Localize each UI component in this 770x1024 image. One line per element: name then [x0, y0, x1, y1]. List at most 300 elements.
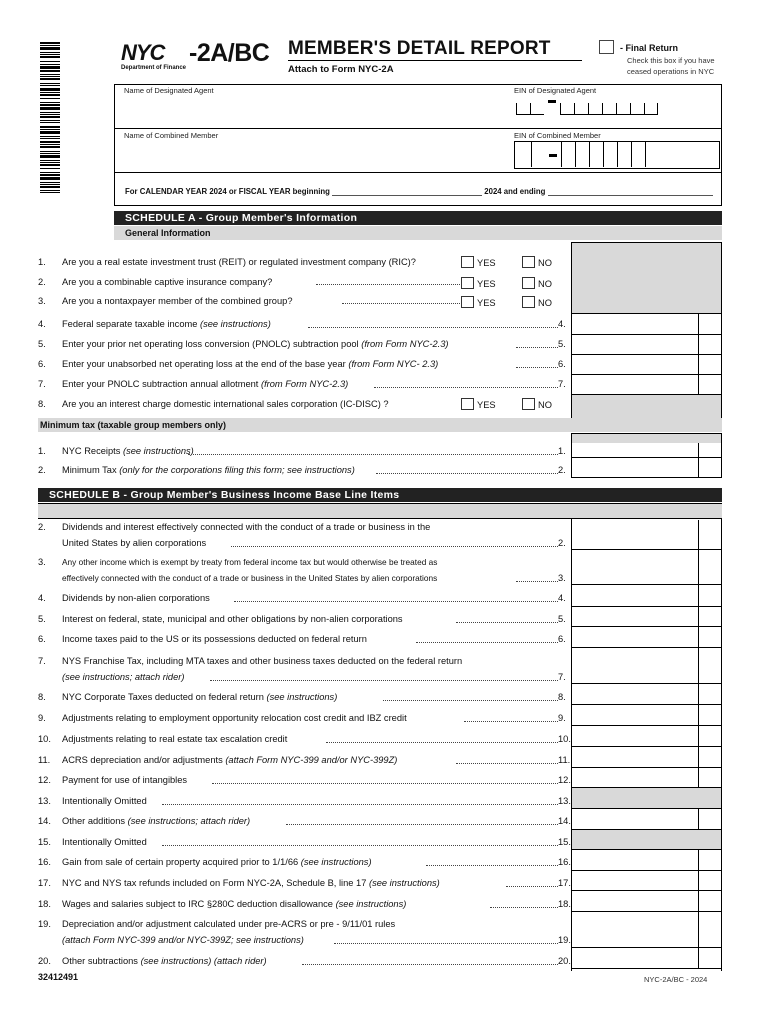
form-line — [38, 857, 570, 869]
barcode-bar — [40, 88, 60, 91]
line-text — [62, 359, 438, 369]
amount-row-divider — [571, 725, 722, 726]
line-text — [62, 878, 440, 888]
form-line — [38, 379, 570, 391]
line-text-cont: (see instructions; attach rider) — [62, 672, 185, 682]
line-note: (from Form NYC- 2.3) — [348, 359, 439, 369]
nyc-logo: NYC — [121, 40, 165, 65]
line-text: Are you a nontaxpayer member of the combined group? — [62, 296, 293, 306]
line-number: 3. — [38, 296, 46, 306]
q3-yes[interactable] — [461, 296, 496, 308]
line-label: Other subtractions — [62, 956, 138, 966]
line-number: 2. — [38, 522, 46, 532]
line-number: 7. — [38, 379, 46, 389]
barcode-bar — [40, 120, 60, 121]
shaded-area — [572, 788, 721, 808]
amount-row-divider — [571, 606, 722, 607]
barcode-bar — [40, 174, 60, 176]
line-text-cont: effectively connected with the conduct of a trade or business in the United States by alien corporations — [62, 573, 438, 583]
line-text — [62, 339, 449, 349]
line-note: (see instructions) — [200, 319, 271, 329]
form-line — [38, 919, 570, 947]
tax-year-mid: 2024 and ending — [484, 187, 546, 196]
yes-checkbox[interactable] — [461, 277, 474, 289]
line-ref: 14. — [558, 816, 571, 826]
form-line — [38, 734, 570, 746]
line-note: (only for the corporations filing this form; see instructions) — [119, 465, 355, 475]
final-return-checkbox[interactable] — [599, 40, 614, 54]
line-text — [62, 557, 437, 567]
leader-dots — [342, 303, 460, 304]
no-label: NO — [538, 298, 552, 308]
amount-field[interactable] — [572, 353, 721, 372]
tax-year-prefix: For CALENDAR YEAR 2024 or FISCAL YEAR beginning — [125, 187, 330, 196]
barcode-bar — [40, 153, 60, 154]
line-label: NYC Receipts — [62, 446, 121, 456]
amount-row-divider — [571, 584, 722, 585]
amount-row-divider — [571, 647, 722, 648]
line-ref: 7. — [558, 379, 566, 389]
line-text — [62, 816, 250, 826]
line-note: (see instructions) — [300, 857, 372, 867]
period-end-field[interactable] — [548, 187, 713, 196]
line-note: (see instructions) (attach rider) — [140, 956, 267, 966]
leader-dots — [464, 721, 558, 722]
leader-dots — [162, 804, 558, 805]
leader-dots — [516, 367, 558, 368]
yes-label: YES — [477, 258, 496, 268]
leader-dots — [302, 964, 558, 965]
line-number: 9. — [38, 713, 46, 723]
barcode-bar — [40, 138, 60, 139]
barcode-bar — [40, 74, 60, 75]
line-label: Other additions — [62, 816, 126, 826]
line-ref: 2. — [558, 538, 566, 548]
form-line — [38, 465, 570, 477]
form-line — [38, 692, 570, 704]
line-text — [62, 956, 267, 966]
line-text — [62, 522, 430, 532]
line-text-cont: (attach Form NYC-399 and/or NYC-399Z; see instructions) — [62, 935, 304, 945]
line-text: Are you a combinable captive insurance company? — [62, 277, 273, 287]
line-ref: 12. — [558, 775, 571, 785]
amount-field[interactable] — [572, 313, 721, 332]
line-text: Are you an interest charge domestic international sales corporation (IC-DISC) ? — [62, 399, 389, 409]
no-checkbox[interactable] — [522, 277, 535, 289]
schedule-b-header: SCHEDULE B - Group Member's Business Income Base Line Items — [38, 488, 722, 502]
amount-row-divider — [571, 767, 722, 768]
line-text — [62, 713, 407, 723]
line-label: Depreciation and/or adjustment calculated under pre-ACRS or pre - 9/11/01 rules — [62, 919, 396, 929]
line-note: (see instructions) — [266, 692, 338, 702]
line-label: Payment for use of intangibles — [62, 775, 188, 785]
form-line — [38, 755, 570, 767]
line-note: (see instructions) — [335, 899, 407, 909]
barcode-bar — [40, 172, 60, 173]
form-line — [38, 634, 570, 646]
line-ref: 18. — [558, 899, 571, 909]
barcode-bar — [40, 144, 60, 145]
line-label: NYS Franchise Tax, including MTA taxes and other business taxes deducted on the federal return — [62, 656, 463, 666]
line-text — [62, 446, 194, 456]
yes-checkbox[interactable] — [461, 296, 474, 308]
line-label: Dividends by non-alien corporations — [62, 593, 210, 603]
barcode-bar — [40, 85, 60, 86]
line-label: Federal separate taxable income — [62, 319, 198, 329]
amount-row-divider — [571, 870, 722, 871]
q3-no[interactable] — [522, 296, 552, 308]
amount-row-divider — [571, 704, 722, 705]
leader-dots — [376, 473, 558, 474]
ein-designated-label: EIN of Designated Agent — [514, 86, 597, 95]
line-text — [62, 319, 271, 329]
line-text — [62, 837, 147, 847]
line-text — [62, 692, 337, 702]
yes-label: YES — [477, 400, 496, 410]
q1-no[interactable] — [522, 256, 552, 268]
no-label: NO — [538, 400, 552, 410]
barcode-bar — [40, 47, 60, 50]
line-number: 15. — [38, 837, 51, 847]
line-ref: 16. — [558, 857, 571, 867]
form-line — [38, 522, 570, 550]
combined-member-field[interactable] — [120, 141, 500, 171]
leader-dots — [416, 642, 558, 643]
divider — [114, 128, 722, 129]
amount-row-divider — [571, 683, 722, 684]
amount-row-divider — [571, 911, 722, 912]
barcode-bar — [40, 54, 60, 55]
amount-row-divider — [571, 549, 722, 550]
line-ref: 2. — [558, 465, 566, 475]
line-number: 18. — [38, 899, 51, 909]
leader-dots — [506, 886, 558, 887]
designated-agent-field[interactable] — [120, 96, 500, 126]
no-checkbox[interactable] — [522, 398, 535, 410]
leader-dots — [383, 700, 558, 701]
divider — [114, 172, 722, 173]
barcode-bar — [40, 122, 60, 123]
line-number: 3. — [38, 557, 46, 567]
line-label: Any other income which is exempt by treaty from federal income tax but would otherwise be treated as — [62, 557, 438, 567]
line-note: (see instructions) — [122, 446, 194, 456]
line-note: (attach Form NYC-399 and/or NYC-399Z) — [225, 755, 398, 765]
line-number: 8. — [38, 692, 46, 702]
title-rule — [288, 60, 582, 61]
barcode-bar — [40, 164, 60, 166]
leader-dots — [334, 943, 558, 944]
line-ref: 20. — [558, 956, 571, 966]
leader-dots — [231, 546, 558, 547]
line-ref: 15. — [558, 837, 571, 847]
line-number: 1. — [38, 446, 46, 456]
line-number: 19. — [38, 919, 51, 929]
line-number: 7. — [38, 656, 46, 666]
line-text — [62, 656, 462, 666]
schedule-a-subheader: General Information — [114, 226, 722, 240]
line-number: 2. — [38, 465, 46, 475]
barcode-bar — [40, 114, 60, 115]
line-number: 12. — [38, 775, 51, 785]
line-ref: 4. — [558, 593, 566, 603]
line-label: Enter your prior net operating loss conversion (PNOLC) subtraction pool — [62, 339, 359, 349]
barcode-bar — [40, 52, 60, 53]
leader-dots — [426, 865, 558, 866]
ein-designated-field[interactable] — [516, 100, 658, 115]
barcode-bar — [40, 56, 60, 58]
q2-no[interactable] — [522, 277, 552, 289]
form-id: NYC-2A/BC - 2024 — [644, 975, 708, 984]
shaded-area — [572, 395, 721, 418]
leader-dots — [374, 387, 558, 388]
line-text: Are you a real estate investment trust (REIT) or regulated investment company (RIC)? — [62, 257, 416, 267]
leader-dots — [286, 824, 558, 825]
line-number: 1. — [38, 257, 46, 267]
form-line — [38, 359, 570, 371]
line-ref: 6. — [558, 359, 566, 369]
shaded-area — [38, 503, 722, 519]
barcode-bar — [40, 102, 60, 103]
barcode-bar — [40, 131, 60, 134]
line-text — [62, 857, 372, 867]
ein-combined-label: EIN of Combined Member — [514, 131, 601, 140]
leader-dots — [212, 783, 558, 784]
line-label: Enter your PNOLC subtraction annual allotment — [62, 379, 259, 389]
form-line — [38, 775, 570, 787]
line-label: Intentionally Omitted — [62, 837, 147, 847]
barcode — [40, 42, 60, 210]
ein-combined-field[interactable] — [514, 141, 720, 169]
barcode-bar — [40, 146, 60, 148]
final-return-note: Check this box if you have ceased operations in NYC — [627, 56, 715, 76]
leader-dots — [162, 845, 558, 846]
amount-row-divider — [571, 626, 722, 627]
line-ref: 3. — [558, 573, 566, 583]
leader-dots — [326, 742, 558, 743]
no-checkbox[interactable] — [522, 256, 535, 268]
no-label: NO — [538, 258, 552, 268]
amount-row-divider — [571, 968, 722, 969]
barcode-bar — [40, 94, 60, 96]
leader-dots — [188, 454, 558, 455]
line-text — [62, 593, 210, 603]
attach-note: Attach to Form NYC-2A — [288, 64, 394, 75]
line-number: 8. — [38, 399, 46, 409]
amount-field[interactable] — [572, 440, 721, 459]
line-text — [62, 379, 348, 389]
yes-checkbox[interactable] — [461, 256, 474, 268]
barcode-bar — [40, 76, 60, 77]
yes-label: YES — [477, 298, 496, 308]
form-line — [38, 319, 570, 331]
amount-row-divider — [571, 849, 722, 850]
line-number: 4. — [38, 319, 46, 329]
line-number: 14. — [38, 816, 51, 826]
line-label: Dividends and interest effectively connected with the conduct of a trade or business in the — [62, 522, 431, 532]
line-note: (from Form NYC-2.3) — [361, 339, 449, 349]
line-note: (see instructions) — [368, 878, 440, 888]
barcode-bar — [40, 184, 60, 185]
line-ref: 4. — [558, 319, 566, 329]
amount-row-divider — [571, 746, 722, 747]
barcode-bar — [40, 83, 60, 84]
form-line — [38, 837, 570, 849]
line-text-cont: United States by alien corporations — [62, 538, 207, 548]
line-label: Adjustments relating to real estate tax escalation credit — [62, 734, 288, 744]
form-line — [38, 878, 570, 890]
line-text — [62, 919, 395, 929]
line-text — [62, 775, 187, 785]
shaded-area — [572, 830, 721, 849]
form-line — [38, 614, 570, 626]
line-text — [62, 465, 355, 475]
no-label: NO — [538, 279, 552, 289]
line-ref: 10. — [558, 734, 571, 744]
barcode-bar — [40, 136, 60, 137]
min-tax-header: Minimum tax (taxable group members only) — [38, 418, 722, 432]
line-label: Enter your unabsorbed net operating loss at the end of the base year — [62, 359, 346, 369]
line-text — [62, 796, 147, 806]
amount-field[interactable] — [572, 333, 721, 352]
line-number: 6. — [38, 359, 46, 369]
line-text — [62, 899, 406, 909]
barcode-bar — [40, 64, 60, 65]
line-note: (from Form NYC-2.3) — [260, 379, 349, 389]
line-number: 13. — [38, 796, 51, 806]
line-text — [62, 734, 287, 744]
yes-checkbox[interactable] — [461, 398, 474, 410]
leader-dots — [316, 284, 460, 285]
leader-dots — [516, 581, 558, 582]
barcode-bar — [40, 151, 60, 152]
line-number: 16. — [38, 857, 51, 867]
form-line — [38, 339, 570, 351]
form-line — [38, 656, 570, 684]
line-text — [62, 614, 403, 624]
barcode-bar — [40, 141, 60, 143]
line-number: 20. — [38, 956, 51, 966]
line-label: Intentionally Omitted — [62, 796, 147, 806]
dept-name: Department of Finance — [121, 65, 187, 71]
leader-dots — [210, 680, 558, 681]
barcode-bar — [40, 160, 60, 161]
line-label: ACRS depreciation and/or adjustments — [62, 755, 223, 765]
amount-row-divider — [571, 890, 722, 891]
leader-dots — [456, 763, 558, 764]
barcode-bar — [40, 162, 60, 163]
form-line — [38, 899, 570, 911]
line-label: Income taxes paid to the US or its possessions deducted on federal return — [62, 634, 367, 644]
barcode-bar — [40, 98, 60, 99]
amount-field[interactable] — [572, 459, 721, 478]
barcode-bar — [40, 190, 60, 191]
cents-divider — [698, 520, 699, 968]
form-line — [38, 446, 570, 458]
amount-field[interactable] — [572, 373, 721, 392]
yes-label: YES — [477, 279, 496, 289]
leader-dots — [456, 622, 558, 623]
form-line — [38, 557, 570, 585]
final-return-label: - Final Return — [620, 43, 678, 53]
barcode-bar — [40, 192, 60, 193]
line-ref: 5. — [558, 339, 566, 349]
line-label: Interest on federal, state, municipal and other obligations by non-alien corporations — [62, 614, 403, 624]
barcode-bar — [40, 116, 60, 118]
form-line — [38, 956, 570, 968]
line-number: 5. — [38, 339, 46, 349]
barcode-bar — [40, 107, 60, 110]
schedule-a-header: SCHEDULE A - Group Member's Information — [114, 211, 722, 225]
amount-row-divider — [571, 947, 722, 948]
leader-dots — [308, 327, 558, 328]
barcode-bar — [40, 155, 60, 158]
line-number: 5. — [38, 614, 46, 624]
line-ref: 9. — [558, 713, 566, 723]
barcode-bar — [40, 104, 60, 106]
page-title: MEMBER'S DETAIL REPORT — [288, 38, 551, 59]
barcode-bar — [40, 70, 60, 72]
barcode-bar — [40, 177, 60, 180]
form-line — [38, 796, 570, 808]
line-text — [62, 634, 367, 644]
line-ref: 11. — [558, 755, 571, 765]
line-label: Adjustments relating to employment opportunity relocation cost credit and IBZ credit — [62, 713, 407, 723]
line-ref: 19. — [558, 935, 571, 945]
line-ref: 1. — [558, 446, 566, 456]
q8-yes[interactable] — [461, 398, 496, 410]
form-number: -2A/BC — [189, 39, 270, 67]
barcode-bar — [40, 66, 60, 69]
q8-no[interactable] — [522, 398, 552, 410]
period-begin-field[interactable] — [332, 187, 482, 196]
leader-dots — [516, 347, 558, 348]
line-label: NYC and NYS tax refunds included on Form NYC-2A, Schedule B, line 17 — [62, 878, 367, 888]
barcode-bar — [40, 42, 60, 44]
line-number: 4. — [38, 593, 46, 603]
q1-yes[interactable] — [461, 256, 496, 268]
tax-year-line — [125, 187, 713, 196]
line-number: 11. — [38, 755, 51, 765]
shaded-area — [572, 243, 721, 314]
line-label: Minimum Tax — [62, 465, 117, 475]
barcode-bar — [40, 61, 60, 62]
barcode-bar — [40, 129, 60, 130]
line-ref: 6. — [558, 634, 566, 644]
barcode-bar — [40, 78, 60, 80]
designated-agent-label: Name of Designated Agent — [124, 86, 214, 95]
form-line — [38, 593, 570, 605]
combined-member-label: Name of Combined Member — [124, 131, 219, 140]
line-note: (see instructions; attach rider) — [127, 816, 251, 826]
line-text — [62, 755, 397, 765]
no-checkbox[interactable] — [522, 296, 535, 308]
line-label: Wages and salaries subject to IRC §280C deduction disallowance — [62, 899, 333, 909]
form-line — [38, 713, 570, 725]
line-ref: 5. — [558, 614, 566, 624]
q2-yes[interactable] — [461, 277, 496, 289]
line-number: 6. — [38, 634, 46, 644]
line-ref: 8. — [558, 692, 566, 702]
barcode-bar — [40, 168, 60, 169]
line-ref: 7. — [558, 672, 566, 682]
barcode-bar — [40, 112, 60, 113]
line-number: 2. — [38, 277, 46, 287]
leader-dots — [490, 907, 558, 908]
form-line — [38, 816, 570, 828]
barcode-bar — [40, 182, 60, 183]
barcode-bar — [40, 186, 60, 188]
barcode-bar — [40, 45, 60, 46]
